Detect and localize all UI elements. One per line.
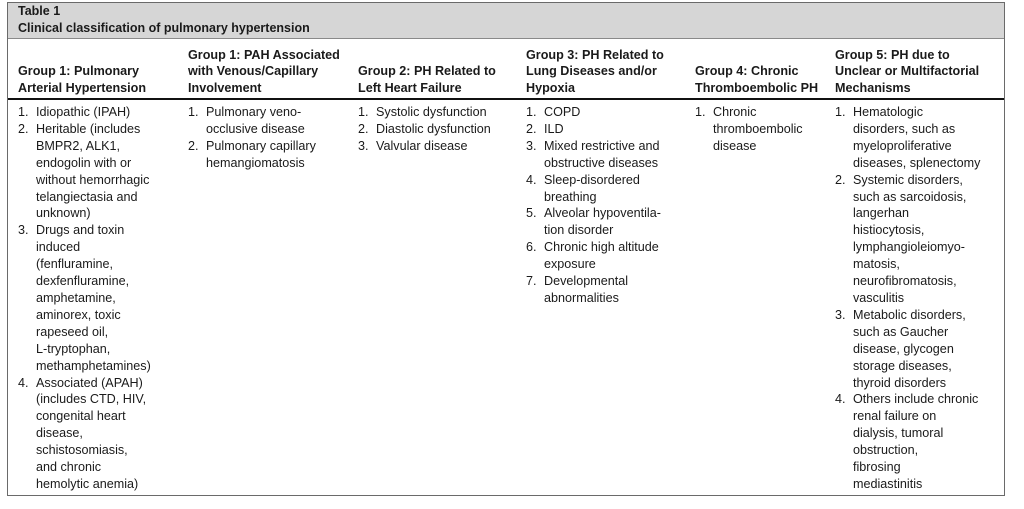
- list-item-text: Systemic disorders,: [853, 172, 963, 187]
- list-item-number: 2.: [835, 172, 846, 187]
- list-item-text: such as sarcoidosis,: [853, 189, 967, 204]
- list-item-text: fibrosing: [853, 460, 901, 475]
- list-item-number: 5.: [526, 206, 537, 221]
- list-item-text: Developmental: [544, 274, 629, 289]
- table-label: Table 1: [18, 4, 61, 18]
- list-item: [526, 205, 693, 239]
- list-item: [358, 104, 524, 121]
- list-item-text: ILD: [544, 121, 564, 136]
- list-item-number: 4.: [526, 172, 537, 187]
- list-item-number: 1.: [526, 105, 537, 119]
- list-item-text: histiocytosis,: [853, 223, 925, 238]
- column-header-line: Group 4: Chronic: [695, 64, 799, 78]
- column-header-5: [695, 63, 833, 96]
- list-item-text: induced: [36, 240, 81, 255]
- column-header-4: [526, 47, 693, 97]
- list-item-text: aminorex, toxic: [36, 307, 121, 322]
- list-item-text: methamphetamines): [36, 358, 151, 373]
- list-item-text: myeloproliferative: [853, 138, 952, 153]
- list-item-text: Systolic dysfunction: [376, 105, 487, 119]
- column-header-line: Group 1: PAH Associated: [188, 47, 340, 62]
- list-item-number: 4.: [18, 375, 29, 390]
- list-item-number: 2.: [188, 138, 199, 153]
- list-item: [835, 104, 1003, 172]
- list-item-text: Pulmonary capillary: [206, 138, 316, 153]
- list-item-text: COPD: [544, 105, 581, 119]
- list-item-number: 3.: [526, 138, 537, 153]
- list-item-number: 3.: [18, 223, 29, 238]
- column-header-line: Thromboembolic PH: [695, 80, 819, 95]
- list-item-text: Chronic high altitude: [544, 240, 659, 255]
- list-item-text: hemangiomatosis: [206, 155, 305, 170]
- list-item: [358, 121, 524, 138]
- list-item-text: obstruction,: [853, 443, 919, 458]
- list-item-text: Heritable (includes: [36, 121, 141, 136]
- list-item-text: thyroid disorders: [853, 375, 947, 390]
- list-item-text: storage diseases,: [853, 358, 952, 373]
- list-item-text: Pulmonary veno-: [206, 105, 302, 119]
- list-item-number: 1.: [18, 105, 29, 119]
- column-header-line: with Venous/Capillary: [188, 64, 319, 78]
- list-item-number: 1.: [188, 105, 199, 119]
- list-item-text: (includes CTD, HIV,: [36, 392, 147, 407]
- list-item-text: mediastinitis: [853, 476, 923, 491]
- list-item-text: rapeseed oil,: [36, 324, 109, 339]
- list-item-text: hemolytic anemia): [36, 476, 139, 491]
- list-item: [188, 138, 356, 172]
- column-header-line: Group 1: Pulmonary: [18, 64, 140, 78]
- list-item: [18, 222, 186, 374]
- list-item-text: tion disorder: [544, 223, 614, 238]
- list-item-text: lymphangioleiomyo-: [853, 240, 965, 255]
- column-header-line: Left Heart Failure: [358, 80, 462, 95]
- list-item-number: 4.: [835, 392, 846, 407]
- list-item-number: 2.: [358, 121, 369, 136]
- list-item-number: 7.: [526, 274, 537, 289]
- list-item-text: without hemorrhagic: [36, 172, 150, 187]
- list-item-text: exposure: [544, 257, 596, 272]
- list-item-number: 3.: [835, 307, 846, 322]
- list-item-number: 3.: [358, 138, 369, 153]
- column-header-line: Group 3: PH Related to: [526, 47, 664, 62]
- list-item-text: amphetamine,: [36, 290, 116, 305]
- list-item: [835, 391, 1003, 492]
- column-header-line: Arterial Hypertension: [18, 80, 147, 95]
- column-header-line: Group 5: PH due to: [835, 47, 950, 62]
- column-header-1: [18, 63, 186, 96]
- column-header-line: Hypoxia: [526, 80, 575, 95]
- column-header-line: Unclear or Multifactorial: [835, 64, 980, 78]
- list-item-text: diseases, splenectomy: [853, 155, 981, 170]
- list-item-text: Hematologic: [853, 105, 923, 119]
- list-item-text: Drugs and toxin: [36, 223, 125, 238]
- list-item-number: 1.: [695, 105, 706, 119]
- list-item-number: 2.: [526, 121, 537, 136]
- list-item: [835, 307, 1003, 392]
- column-header-line: Group 2: PH Related to: [358, 64, 496, 78]
- list-item-text: abnormalities: [544, 290, 619, 305]
- column-header-line: Involvement: [188, 80, 262, 95]
- list-item: [526, 121, 693, 138]
- column-header-3: [358, 63, 524, 96]
- list-item-text: vasculitis: [853, 290, 905, 305]
- list-item: [526, 172, 693, 206]
- list-item-text: thromboembolic: [713, 121, 803, 136]
- list-item-text: L-tryptophan,: [36, 341, 111, 356]
- list-item: [526, 273, 693, 307]
- list-item: [18, 375, 186, 493]
- list-item-text: Diastolic dysfunction: [376, 121, 491, 136]
- list-item: [526, 104, 693, 121]
- list-item: [695, 104, 833, 155]
- list-item-text: BMPR2, ALK1,: [36, 138, 120, 153]
- list-item-text: Mixed restrictive and: [544, 138, 660, 153]
- list-item-text: such as Gaucher: [853, 324, 949, 339]
- list-item-text: matosis,: [853, 257, 900, 272]
- list-item-text: telangiectasia and: [36, 189, 138, 204]
- header-rule: [8, 98, 1004, 100]
- list-item-text: Valvular disease: [376, 138, 468, 153]
- column-header-6: [835, 47, 1003, 97]
- list-item-text: Sleep-disordered: [544, 172, 640, 187]
- list-item-text: dialysis, tumoral: [853, 426, 944, 441]
- list-item-number: 2.: [18, 121, 29, 136]
- column-body-1: [18, 104, 186, 493]
- list-item-text: langerhan: [853, 206, 910, 221]
- list-item-text: Metabolic disorders,: [853, 307, 966, 322]
- table-title: Clinical classification of pulmonary hypertension: [18, 21, 310, 35]
- list-item-text: obstructive diseases: [544, 155, 659, 170]
- list-item-text: unknown): [36, 206, 91, 221]
- table-caption: [8, 3, 1004, 39]
- list-item: [526, 138, 693, 172]
- list-item-text: and chronic: [36, 460, 102, 475]
- column-body-4: [526, 104, 693, 307]
- list-item-text: disorders, such as: [853, 121, 956, 136]
- column-body-5: [695, 104, 833, 155]
- column-header-2: [188, 47, 356, 97]
- list-item-number: 1.: [835, 105, 846, 119]
- list-item: [526, 239, 693, 273]
- table-frame: [7, 2, 1005, 496]
- list-item-text: congenital heart: [36, 409, 126, 424]
- list-item-text: schistosomiasis,: [36, 443, 128, 458]
- list-item-text: Associated (APAH): [36, 375, 143, 390]
- list-item-text: disease,: [36, 426, 83, 441]
- column-body-6: [835, 104, 1003, 493]
- list-item-text: breathing: [544, 189, 597, 204]
- list-item-text: dexfenfluramine,: [36, 274, 130, 289]
- list-item-text: Alveolar hypoventila-: [544, 206, 661, 221]
- list-item-text: Others include chronic: [853, 392, 979, 407]
- list-item-text: renal failure on: [853, 409, 937, 424]
- list-item: [835, 172, 1003, 307]
- list-item-number: 1.: [358, 105, 369, 119]
- column-body-2: [188, 104, 356, 172]
- list-item-text: disease: [713, 138, 757, 153]
- list-item-text: disease, glycogen: [853, 341, 954, 356]
- list-item-text: endogolin with or: [36, 155, 132, 170]
- list-item-text: occlusive disease: [206, 121, 305, 136]
- column-header-line: Lung Diseases and/or: [526, 64, 657, 78]
- list-item: [18, 121, 186, 222]
- list-item-text: Chronic: [713, 105, 757, 119]
- list-item: [358, 138, 524, 155]
- column-header-line: Mechanisms: [835, 80, 911, 95]
- list-item: [188, 104, 356, 138]
- list-item-text: neurofibromatosis,: [853, 274, 957, 289]
- column-body-3: [358, 104, 524, 155]
- list-item-number: 6.: [526, 240, 537, 255]
- list-item-text: Idiopathic (IPAH): [36, 105, 131, 119]
- list-item-text: (fenfluramine,: [36, 257, 113, 272]
- list-item: [18, 104, 186, 121]
